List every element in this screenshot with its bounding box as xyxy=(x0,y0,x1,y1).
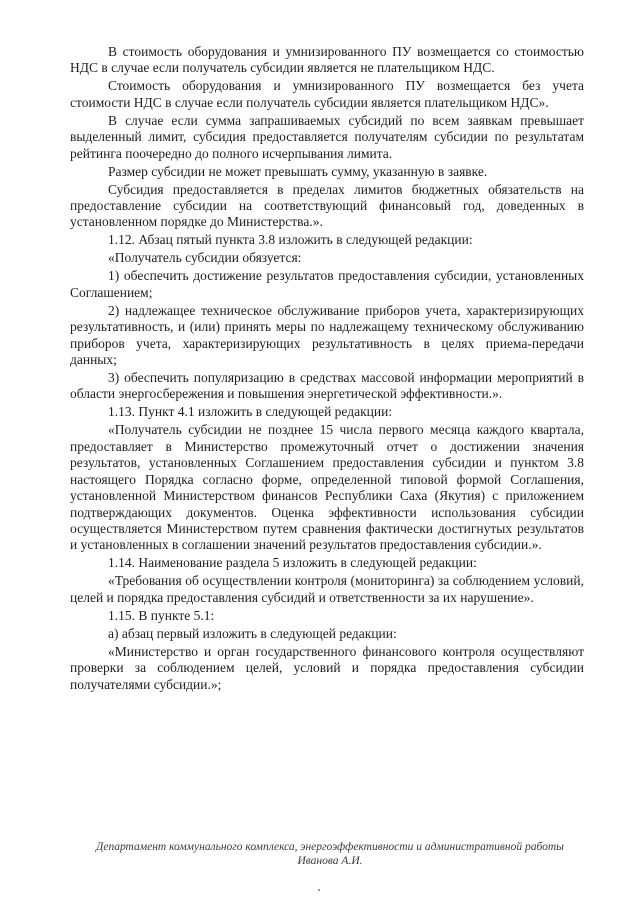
paragraph: Размер субсидии не может превышать сумму, указанную в заявке. xyxy=(108,163,488,179)
paragraph: «Министерство и орган государственного финансового контроля осуществляют проверки за соблюдением целей, условий и порядка предоставления субсидии получателями субсидии.»; xyxy=(70,643,584,692)
paragraph: Субсидия предоставляется в пределах лимитов бюджетных обязательств на предоставление субсидии на соответствующий финансовый год, доведенных в установленном порядке до Министерства.». xyxy=(70,181,584,230)
paragraph: 1.12. Абзац пятый пункта 3.8 изложить в следующей редакции: xyxy=(108,232,473,248)
paragraph: Стоимость оборудования и умнизированного ПУ возмещается без учета стоимости НДС в случае если получатель субсидии является плательщиком НДС». xyxy=(70,78,584,110)
paragraph: 3) обеспечить популяризацию в средствах массовой информации мероприятий в области энергосбережения и повышения энергетической эффективности.». xyxy=(70,370,584,402)
paragraph: 1.14. Наименование раздела 5 изложить в следующей редакции: xyxy=(108,555,477,571)
paragraph: 1.13. Пункт 4.1 изложить в следующей редакции: xyxy=(108,404,393,420)
document-body xyxy=(70,44,584,695)
paragraph: В стоимость оборудования и умнизированного ПУ возмещается со стоимостью НДС в случае если получатель субсидии является не плательщиком НДС. xyxy=(70,44,584,76)
paragraph: а) абзац первый изложить в следующей редакции: xyxy=(108,625,397,641)
paragraph: «Требования об осуществлении контроля (мониторинга) за соблюдением условий, целей и порядка предоставления субсидий и ответственности за их нарушение». xyxy=(70,573,584,605)
paragraph: «Получатель субсидии не позднее 15 числа первого месяца каждого квартала, предоставляет в Министерство промежуточный отчет о достижении значения результатов, установленных Соглашением предоставления субсидии и пунктом 3.8 настоящего Порядка согласно форме, определенной типовой формой Соглашения, установленной Министерством финансов Республики Саха (Якутия) с приложением подтверждающих документов. Оценка эффективности использования субсидии осуществляется Министерством путем сравнения фактически достигнутых результатов и установленных в соглашении значений результатов предоставления субсидии.». xyxy=(70,422,584,553)
page-footer xyxy=(60,840,600,868)
scan-speck xyxy=(318,889,320,891)
paragraph: «Получатель субсидии обязуется: xyxy=(108,250,302,266)
paragraph: 1) обеспечить достижение результатов предоставления субсидии, установленных Соглашением; xyxy=(70,268,584,300)
paragraph: В случае если сумма запрашиваемых субсидий по всем заявкам превышает выделенный лимит, субсидия предоставляется получателям субсидии по результатам рейтинга поочередно до полного исчерпывания лимита. xyxy=(70,112,584,161)
paragraph: 1.15. В пункте 5.1: xyxy=(108,607,215,623)
footer-author: Иванова А.И. xyxy=(297,855,363,867)
footer-department: Департамент коммунального комплекса, энергоэффективности и административной работы xyxy=(96,841,564,853)
paragraph: 2) надлежащее техническое обслуживание приборов учета, характеризирующих результативность, и (или) принять меры по надлежащему техническому обслуживанию приборов учета, характеризирующих результативность в целях приема-передачи данных; xyxy=(70,302,584,368)
